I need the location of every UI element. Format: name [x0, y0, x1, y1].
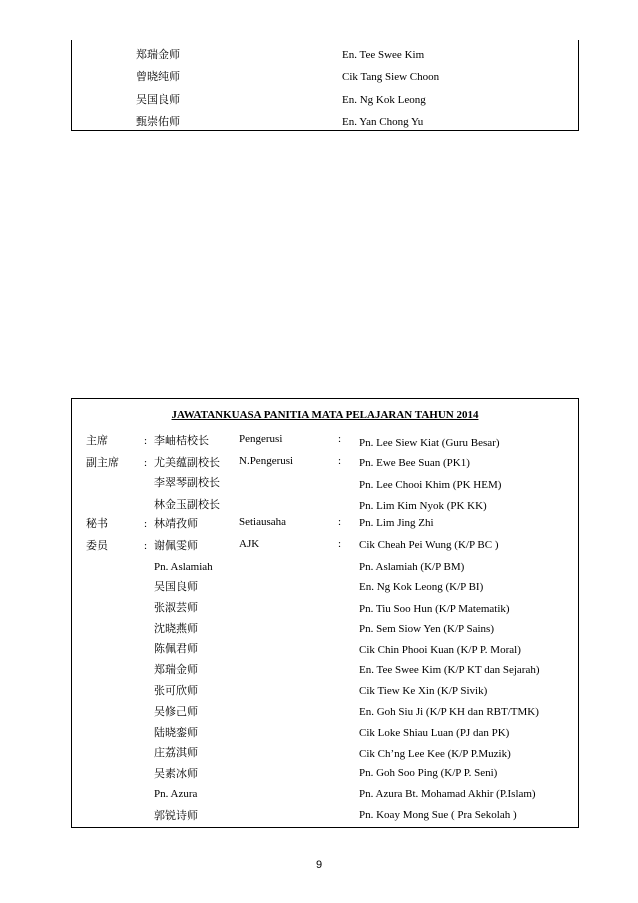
person-chinese: 尤美蕴副校长: [154, 456, 220, 469]
person-name: Pn. Aslamiah: [154, 561, 213, 573]
role-chinese: 副主席: [86, 456, 119, 469]
committee-title: JAWATANKUASA PANITIA MATA PELAJARAN TAHUN 2014: [171, 409, 479, 421]
teacher-name: En. Ng Kok Leong: [342, 94, 426, 106]
role-malay: N.Pengerusi: [239, 455, 294, 467]
person-chinese: 李翠琴副校长: [154, 476, 220, 489]
person-chinese: 郑瑞金师: [154, 663, 198, 676]
role-chinese: 委员: [86, 539, 108, 552]
person-chinese: 林金玉副校长: [154, 498, 220, 511]
person-chinese: 郭锐诗师: [154, 809, 198, 822]
colon-separator: :: [338, 516, 342, 528]
teacher-name-chinese: 曾晓纯师: [136, 70, 180, 83]
person-chinese: 李岫桔校长: [154, 434, 209, 447]
colon-separator: :: [338, 455, 342, 467]
member-name: En. Ng Kok Leong (K/P BI): [359, 581, 484, 593]
colon-separator: :: [338, 433, 342, 445]
colon-separator: :: [144, 540, 148, 552]
person-name: Pn. Azura: [154, 788, 198, 800]
teacher-name: En. Tee Swee Kim: [342, 49, 425, 61]
member-name: En. Tee Swee Kim (K/P KT dan Sejarah): [359, 664, 540, 676]
member-name: Pn. Goh Soo Ping (K/P P. Seni): [359, 767, 498, 779]
person-chinese: 张可欣师: [154, 684, 198, 697]
teacher-name-chinese: 吴国良师: [136, 93, 180, 106]
person-chinese: 谢佩雯师: [154, 539, 198, 552]
member-name: Pn. Lim Jing Zhi: [359, 517, 434, 529]
member-name: Pn. Aslamiah (K/P BM): [359, 561, 465, 573]
person-chinese: 陈佩君师: [154, 642, 198, 655]
member-name: Pn. Ewe Bee Suan (PK1): [359, 457, 470, 469]
top-staff-table: [71, 40, 579, 131]
role-malay: AJK: [239, 538, 260, 550]
role-malay: Pengerusi: [239, 433, 283, 445]
teacher-name: En. Yan Chong Yu: [342, 116, 424, 128]
person-chinese: 沈晓燕师: [154, 622, 198, 635]
member-name: Pn. Lim Kim Nyok (PK KK): [359, 500, 487, 512]
role-chinese: 主席: [86, 434, 108, 447]
colon-separator: :: [144, 457, 148, 469]
page-number: 9: [315, 859, 323, 871]
person-chinese: 吴修己师: [154, 705, 198, 718]
member-name: Pn. Sem Siow Yen (K/P Sains): [359, 623, 494, 635]
teacher-name-chinese: 郑瑞金师: [136, 48, 180, 61]
member-name: Pn. Koay Mong Sue ( Pra Sekolah ): [359, 809, 517, 821]
committee-table: [71, 398, 579, 828]
colon-separator: :: [144, 518, 148, 530]
teacher-name: Cik Tang Siew Choon: [342, 71, 440, 83]
person-chinese: 林靖孜师: [154, 517, 198, 530]
member-name: Pn. Lee Siew Kiat (Guru Besar): [359, 437, 500, 449]
teacher-name-chinese: 甄崇佑师: [136, 115, 180, 128]
person-chinese: 陆晓銮师: [154, 726, 198, 739]
person-chinese: 庄荔淇师: [154, 746, 198, 759]
role-malay: Setiausaha: [239, 516, 287, 528]
member-name: En. Goh Siu Ji (K/P KH dan RBT/TMK): [359, 706, 539, 718]
member-name: Cik Cheah Pei Wung (K/P BC ): [359, 539, 499, 551]
person-chinese: 吴国良师: [154, 580, 198, 593]
colon-separator: :: [144, 435, 148, 447]
member-name: Pn. Azura Bt. Mohamad Akhir (P.Islam): [359, 788, 536, 800]
member-name: Cik Loke Shiau Luan (PJ dan PK): [359, 727, 510, 739]
member-name: Pn. Tiu Soo Hun (K/P Matematik): [359, 603, 510, 615]
role-chinese: 秘书: [86, 517, 108, 530]
member-name: Cik Ch’ng Lee Kee (K/P P.Muzik): [359, 748, 511, 760]
person-chinese: 吴素冰师: [154, 767, 198, 780]
member-name: Cik Chin Phooi Kuan (K/P P. Moral): [359, 644, 521, 656]
colon-separator: :: [338, 538, 342, 550]
member-name: Pn. Lee Chooi Khim (PK HEM): [359, 479, 502, 491]
person-chinese: 张淑芸师: [154, 601, 198, 614]
member-name: Cik Tiew Ke Xin (K/P Sivik): [359, 685, 488, 697]
